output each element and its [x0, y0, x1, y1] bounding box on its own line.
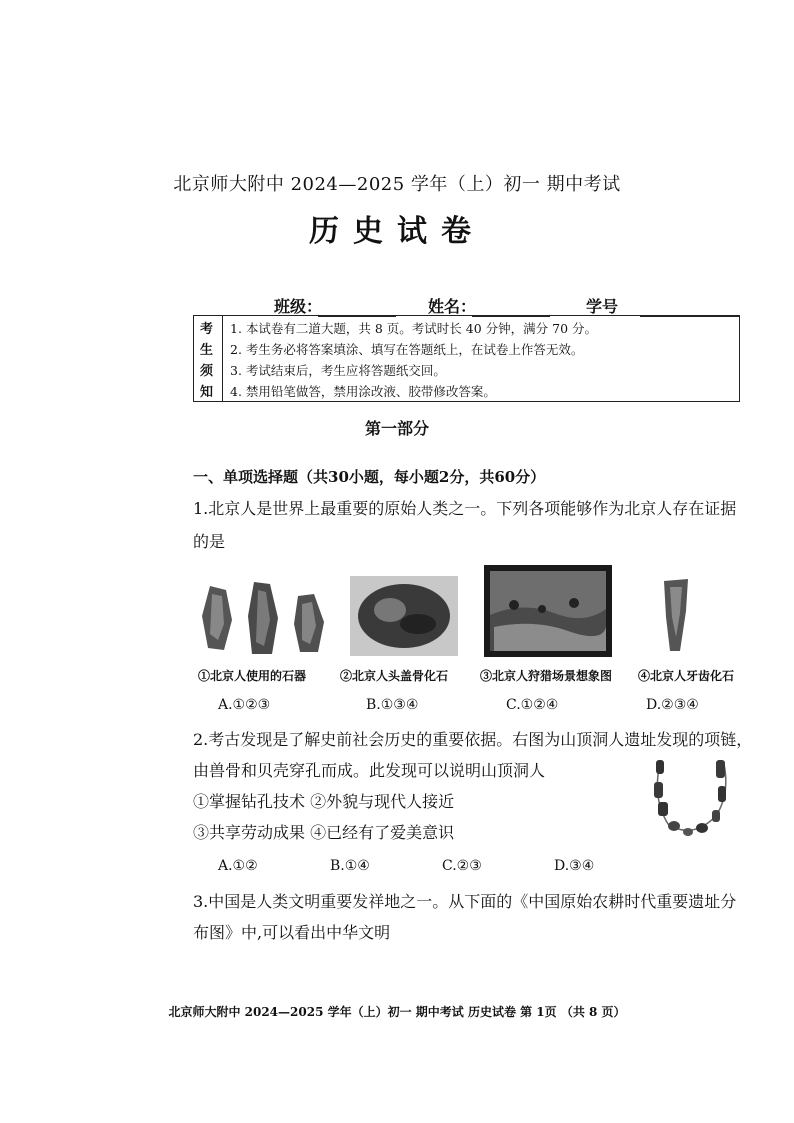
q2-stem-line1: 2.考古发现是了解史前社会历史的重要依据。右图为山顶洞人遗址发现的项链，: [193, 730, 753, 749]
hunting-scene-image: [484, 565, 612, 657]
tooth-fossil-image: [656, 577, 696, 655]
q1-option-c: C.①②④: [506, 697, 559, 713]
q2-option-a: A.①②: [218, 858, 258, 874]
q1-option-a: A.①②③: [218, 697, 271, 713]
stone-tools-image: [196, 580, 330, 658]
notice-item: 4. 禁用铅笔做答，禁用涂改液、胶带修改答案。: [230, 384, 496, 399]
page-footer: 北京师大附中 2024—2025 学年（上）初一 期中考试 历史试卷 第 1页 （共 8 页）: [168, 1005, 626, 1019]
q2-option-d: D.③④: [554, 858, 595, 874]
q2-choices-line2: ③共享劳动成果 ④已经有了爱美意识: [193, 823, 455, 842]
q2-stem-line2: 由兽骨和贝壳穿孔而成。此发现可以说明山顶洞人: [193, 761, 546, 780]
q1-caption-stone-tools: ①北京人使用的石器: [198, 669, 307, 683]
part-title: 第一部分: [364, 419, 429, 438]
notice-label-char: 考: [200, 322, 214, 337]
q2-choices-line1: ①掌握钻孔技术 ②外貌与现代人接近: [193, 792, 455, 811]
notice-label-column: [194, 316, 223, 401]
notice-label-char: 生: [200, 343, 214, 358]
q1-option-d: D.②③④: [646, 697, 699, 713]
skull-fossil-image: [350, 576, 458, 656]
student-id-label: 学号: [586, 297, 619, 316]
notice-label-char: 须: [200, 364, 214, 379]
q1-caption-hunting-scene: ③北京人狩猎场景想象图: [480, 669, 613, 683]
section-title: 一、单项选择题（共30小题，每小题2分，共60分）: [193, 468, 546, 486]
class-label: 班级：: [274, 297, 323, 316]
notice-item: 2. 考生务必将答案填涂、填写在答题纸上，在试卷上作答无效。: [230, 342, 584, 357]
name-label: 姓名：: [428, 297, 477, 316]
q1-caption-tooth: ④北京人牙齿化石: [638, 669, 735, 683]
q1-option-b: B.①③④: [366, 697, 419, 713]
school-exam-line: 北京师大附中 2024—2025 学年（上）初一 期中考试: [173, 174, 621, 195]
necklace-image: [646, 754, 740, 840]
notice-item: 1. 本试卷有二道大题，共 8 页。考试时长 40 分钟，满分 70 分。: [230, 321, 598, 336]
notice-item: 3. 考试结束后，考生应将答题纸交回。: [230, 363, 446, 378]
exam-notice-box: [193, 315, 740, 402]
q1-caption-skull: ②北京人头盖骨化石: [340, 669, 449, 683]
q2-option-c: C.②③: [442, 858, 482, 874]
q2-option-b: B.①④: [330, 858, 370, 874]
q1-stem-line1: 1.北京人是世界上最重要的原始人类之一。下列各项能够作为北京人存在证据: [193, 499, 737, 518]
page-title: 历史试卷: [309, 214, 485, 249]
q3-stem-line2: 布图》中,可以看出中华文明: [193, 923, 391, 942]
q1-stem-line2: 的是: [193, 532, 226, 551]
notice-label-char: 知: [200, 385, 214, 400]
q3-stem-line1: 3.中国是人类文明重要发祥地之一。从下面的《中国原始农耕时代重要遗址分: [193, 892, 737, 911]
